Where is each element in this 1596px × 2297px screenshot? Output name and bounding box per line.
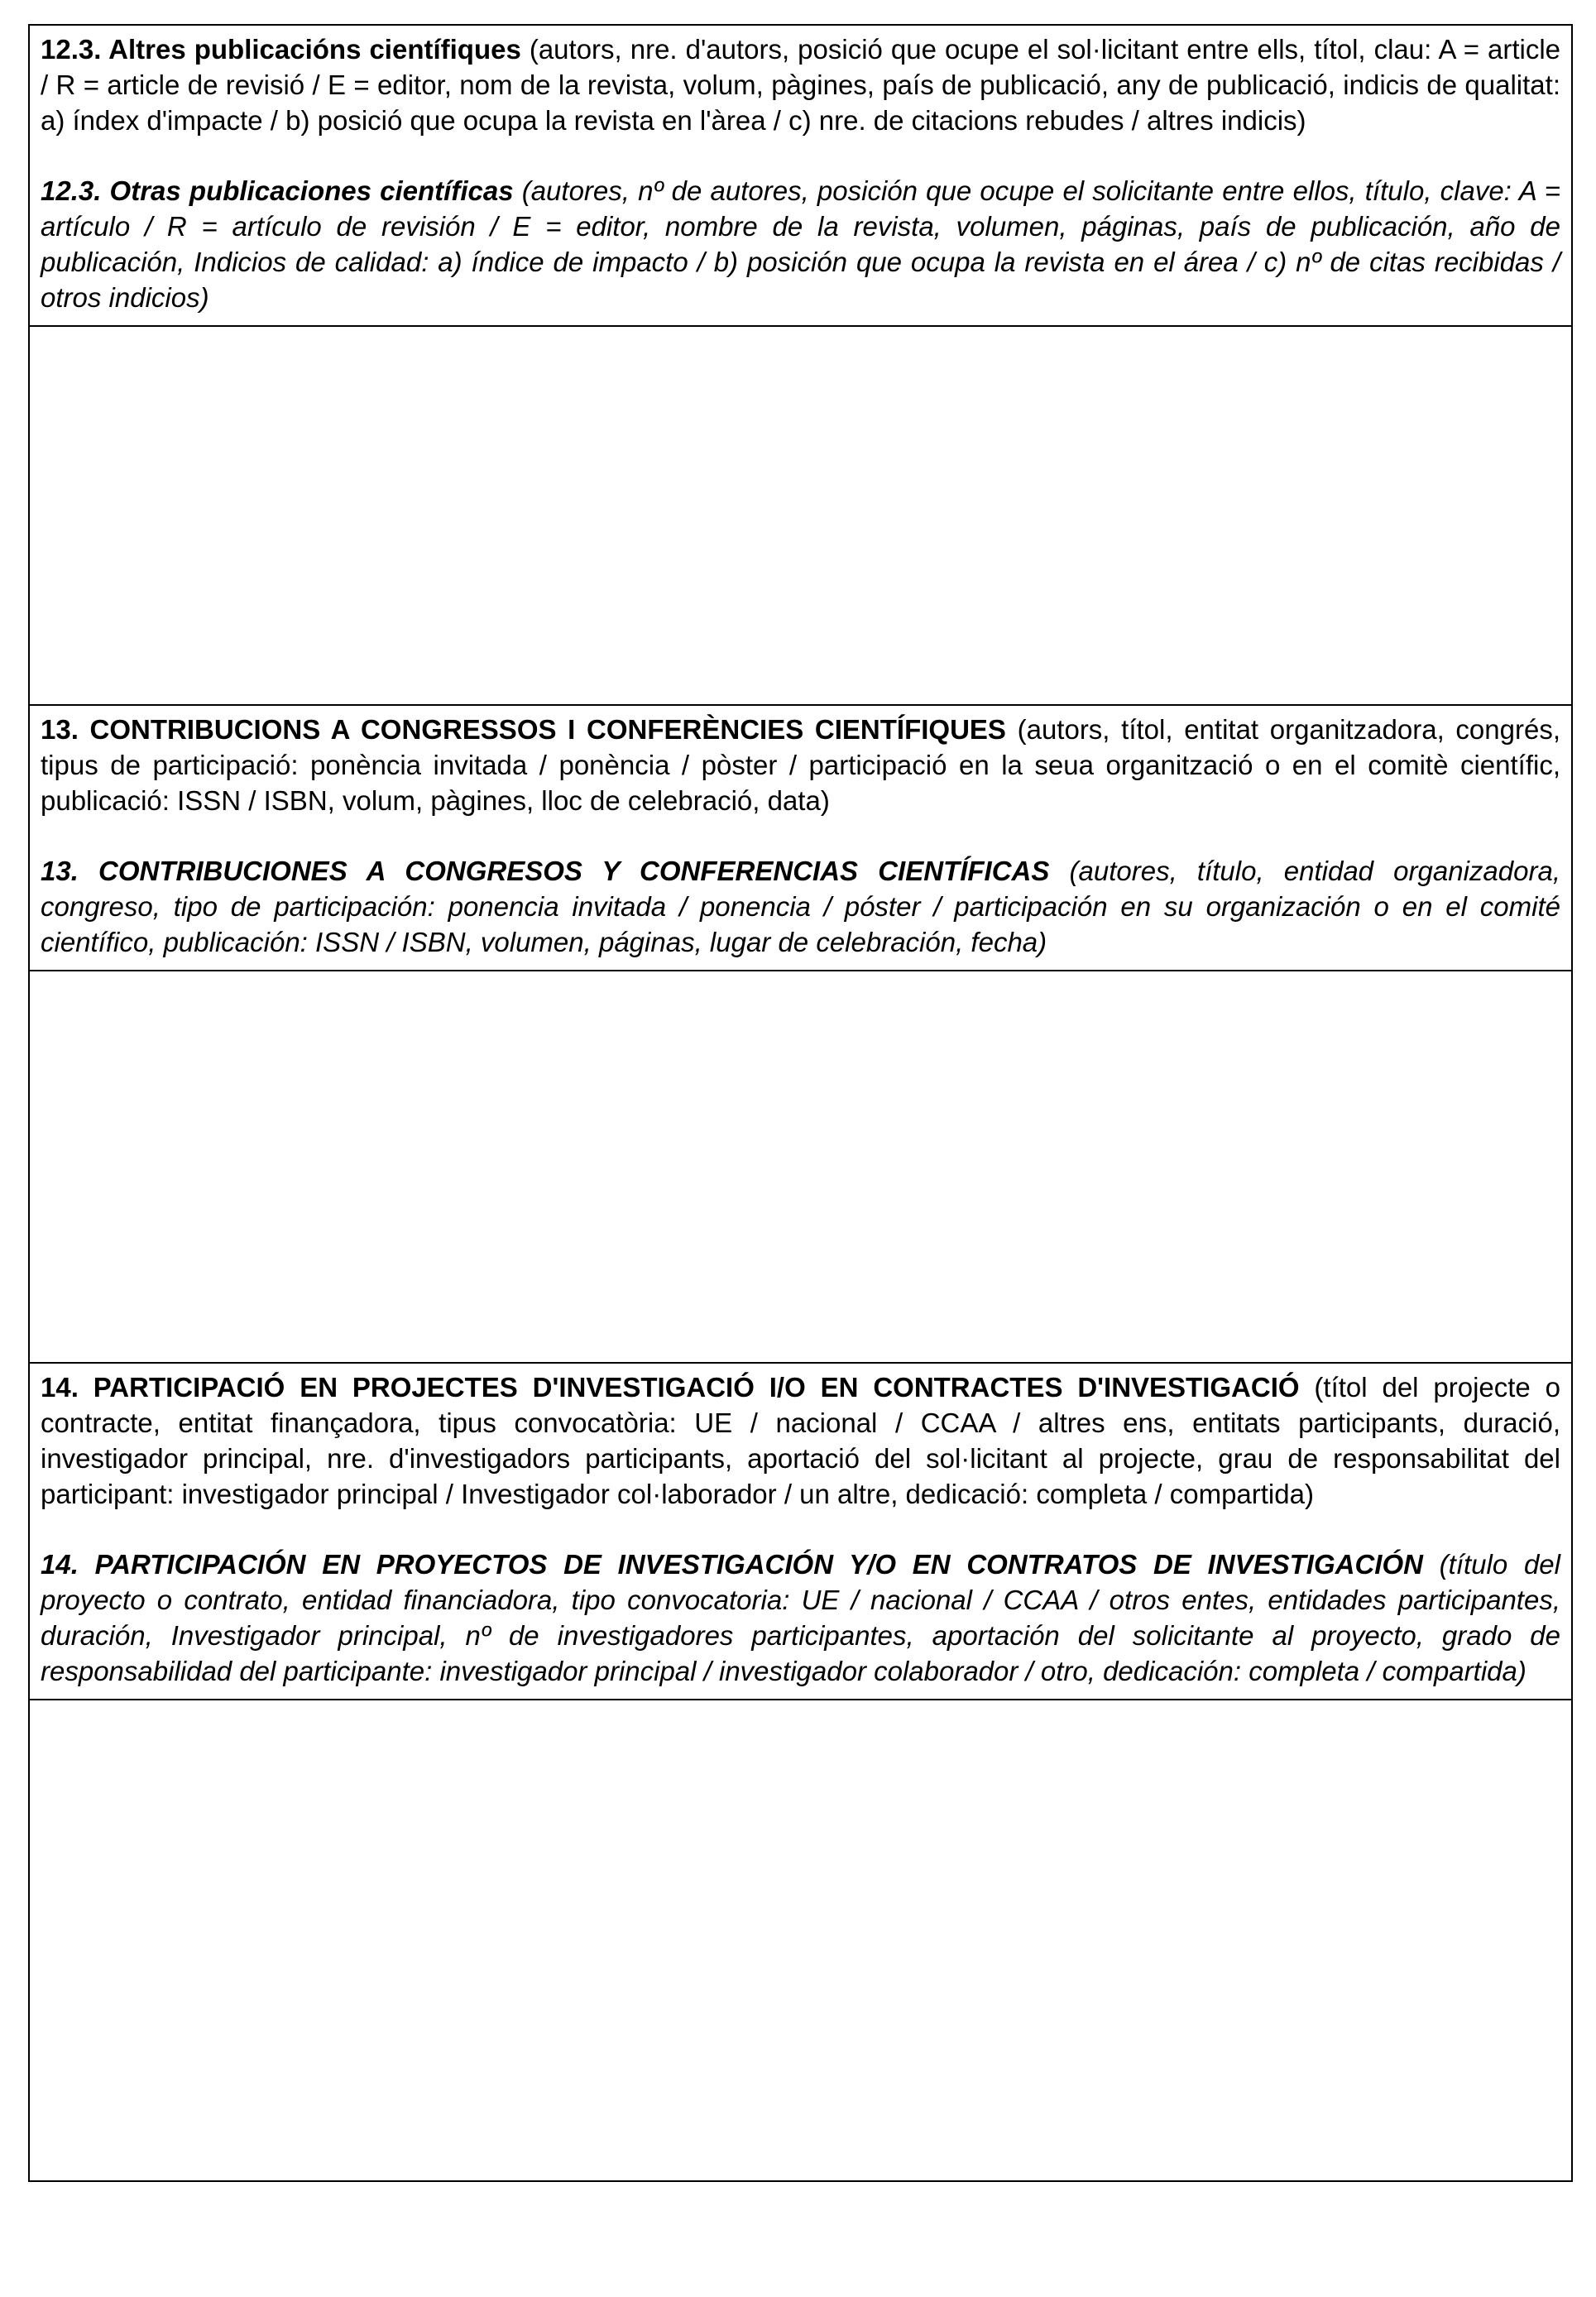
section-14-catalan-text [41, 1369, 1560, 1512]
section-12-3-catalan-heading: 12.3. Altres publicacións científiques [41, 34, 521, 65]
section-12-3-header [30, 26, 1571, 327]
section-14-input-cell [30, 1700, 1571, 2180]
application-form-table [28, 24, 1573, 2182]
section-14-catalan-heading: 14. PARTICIPACIÓ EN PROJECTES D'INVESTIGACIÓ I/O EN CONTRACTES D'INVESTIGACIÓ [41, 1372, 1300, 1403]
section-13-input[interactable] [30, 971, 1571, 1362]
section-13-catalan-text [41, 712, 1560, 818]
section-12-3-catalan-description: (autors, nre. d'autors, posició que ocupe el sol·licitant entre ells, títol, clau: A = article / R = article de revisió / E = editor, nom de la revista, volum, pàgines, país de publicació, any de publicació, indicis de qualitat: a) índex d'impacte / b) posició que ocupa la revista en l'àrea / c) nre. de citacions rebudes / altres indicis) [41, 34, 1560, 136]
section-12-3-catalan-text [41, 31, 1560, 138]
section-13-catalan-heading: 13. CONTRIBUCIONS A CONGRESSOS I CONFERÈNCIES CIENTÍFIQUES [41, 714, 1006, 745]
section-13-input-cell [30, 971, 1571, 1364]
section-13-catalan-description: (autors, títol, entitat organitzadora, congrés, tipus de participació: ponència invitada / ponència / pòster / participació en la seua organització o en el comitè científic, publicació: ISSN / ISBN, volum, pàgines, lloc de celebració, data) [41, 714, 1560, 816]
section-14-input[interactable] [30, 1700, 1571, 2180]
section-12-3-spanish-description: (autores, nº de autores, posición que ocupe el solicitante entre ellos, título, clave: A = artículo / R = artículo de revisión / E = editor, nombre de la revista, volumen, páginas, país de publicación, año de publicación, Indicios de calidad: a) índice de impacto / b) posición que ocupa la revista en el área / c) nº de citas recibidas / otros indicios) [41, 175, 1560, 313]
section-14-catalan-description: (títol del projecte o contracte, entitat finançadora, tipus convocatòria: UE / nacional / CCAA / altres ens, entitats participants, duració, investigador principal, nre. d'investigadors participants, aportació del sol·licitant al projecte, grau de responsabilitat del participant: investigador principal / Investigador col·laborador / un altre, dedicació: completa / compartida) [41, 1372, 1560, 1509]
section-13-spanish-heading: 13. CONTRIBUCIONES A CONGRESOS Y CONFERENCIAS CIENTÍFICAS [41, 856, 1050, 886]
section-13-header [30, 706, 1571, 971]
section-14-spanish-description: (título del proyecto o contrato, entidad financiadora, tipo convocatoria: UE / nacional / CCAA / otros entes, entidades participantes, duración, Investigador principal, nº de investigadores participantes, aportación del solicitante al proyecto, grado de responsabilidad del participante: investigador principal / investigador colaborador / otro, dedicación: completa / compartida) [41, 1549, 1560, 1686]
section-12-3-input[interactable] [30, 327, 1571, 704]
section-12-3-spanish-text [41, 173, 1560, 315]
section-13-spanish-description: (autores, título, entidad organizadora, congreso, tipo de participación: ponencia invitada / ponencia / póster / participación en su organización o en el comité científico, publicación: ISSN / ISBN, volumen, páginas, lugar de celebración, fecha) [41, 856, 1560, 957]
section-14-spanish-text [41, 1547, 1560, 1689]
section-12-3-input-cell [30, 327, 1571, 706]
section-14-spanish-heading: 14. PARTICIPACIÓN EN PROYECTOS DE INVESTIGACIÓN Y/O EN CONTRATOS DE INVESTIGACIÓN [41, 1549, 1423, 1580]
section-12-3-spanish-heading: 12.3. Otras publicaciones científicas [41, 175, 514, 206]
section-13-spanish-text [41, 853, 1560, 960]
section-14-header [30, 1364, 1571, 1700]
